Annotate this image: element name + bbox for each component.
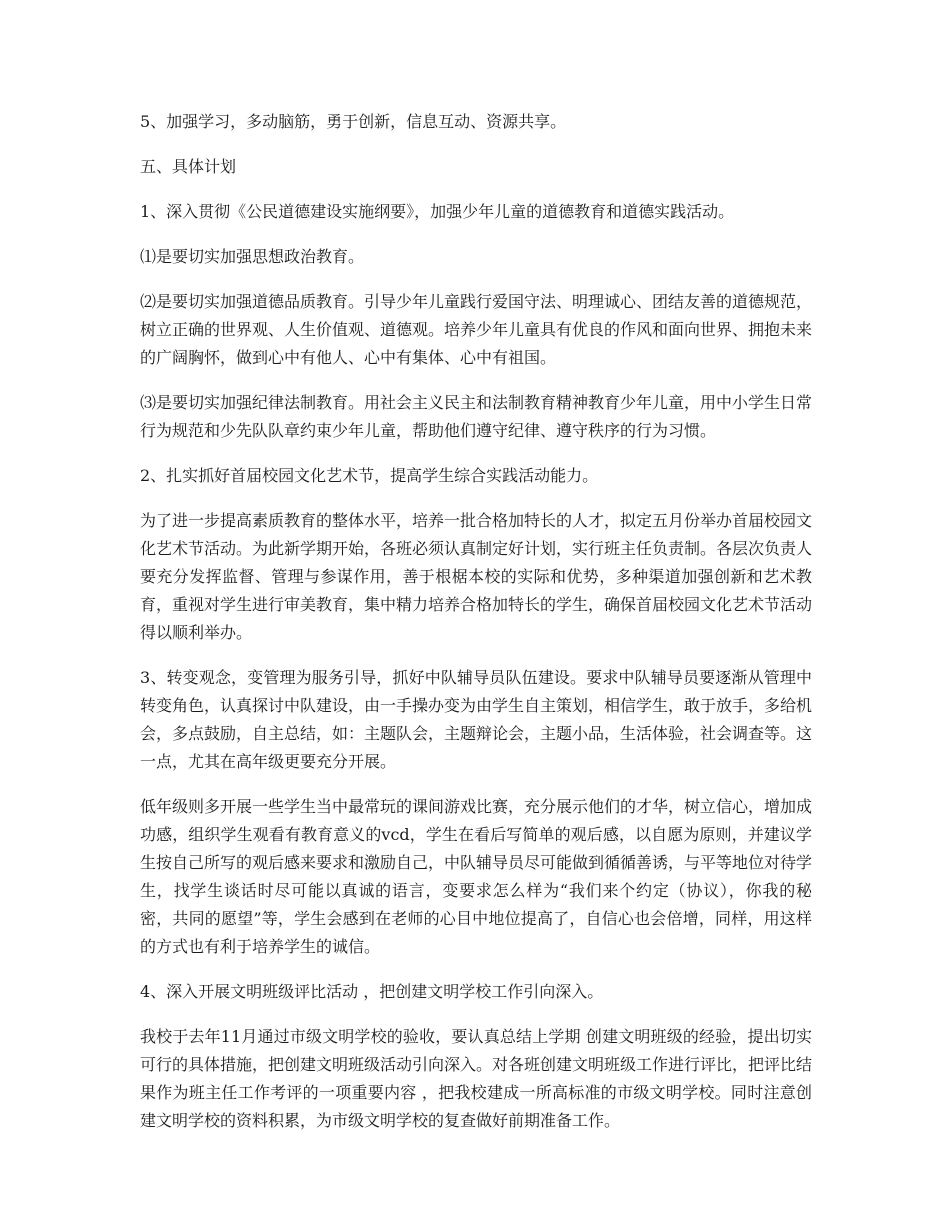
paragraph-plan-1: 1、深入贯彻《公民道德建设实施纲要》，加强少年儿童的道德教育和道德实践活动。 [140, 202, 735, 221]
paragraph-plan-3: 3、转变观念，变管理为服务引导，抓好中队辅导员队伍建设。要求中队辅导员要逐渐从管理中转变角色，认真探讨中队建设，由一手操办变为由学生自主策划，相信学生，敢于放手，多给机会，多点鼓励，自主总结，如：主题队会，主题辩论会，主题小品，生活体验，社会调查等。这一点，尤其在高年级更要充分开展。 [140, 668, 813, 771]
paragraph-item-5: 5、加强学习，多动脑筋，勇于创新，信息互动、资源共享。 [140, 112, 567, 131]
section-heading-plan: 五、具体计划 [140, 157, 237, 176]
paragraph-plan-1-sub-1: ⑴是要切实加强思想政治教育。 [140, 247, 365, 266]
paragraph-plan-4: 4、深入开展文明班级评比活动 ，把创建文明学校工作引向深入。 [140, 982, 604, 1001]
paragraph-plan-1-sub-3: ⑶是要切实加强纪律法制教育。用社会主义民主和法制教育精神教育少年儿童，用中小学生日常行为规范和少先队队章约束少年儿童，帮助他们遵守纪律、遵守秩序的行为习惯。 [140, 393, 813, 440]
document-page [140, 108, 812, 1152]
paragraph-plan-4-body: 我校于去年11月通过市级文明学校的验收，要认真总结上学期 创建文明班级的经验，提出切实可行的具体措施，把创建文明班级活动引向深入。对各班创建文明班级工作进行评比，把评比结果作为班主任工作考评的一项重要内容 ，把我校建成一所高标准的市级文明学校。同时注意创建文明学校的资料积累，为市级文明学校的复查做好前期准备工作。 [140, 1027, 813, 1130]
paragraph-plan-2: 2、扎实抓好首届校园文化艺术节，提高学生综合实践活动能力。 [140, 466, 599, 485]
paragraph-plan-2-body: 为了进一步提高素质教育的整体水平，培养一批合格加特长的人才，拟定五月份举办首届校园文化艺术节活动。为此新学期开始，各班必须认真制定好计划，实行班主任负责制。各层次负责人要充分发挥监督、管理与参谋作用，善于根椐本校的实际和优势，多种渠道加强创新和艺术教育，重视对学生进行审美教育，集中精力培养合格加特长的学生，确保首届校园文化艺术节活动得以顺利举办。 [140, 511, 813, 642]
paragraph-plan-1-sub-2: ⑵是要切实加强道德品质教育。引导少年儿童践行爱国守法、明理诚心、团结友善的道德规范，树立正确的世界观、人生价值观、道德观。培养少年儿童具有优良的作风和面向世界、拥抱未来的广阔胸怀，做到心中有他人、心中有集体、心中有祖国。 [140, 292, 813, 367]
paragraph-plan-3-body: 低年级则多开展一些学生当中最常玩的课间游戏比赛，充分展示他们的才华，树立信心，增加成功感，组织学生观看有教育意义的vcd，学生在看后写简单的观后感，以自愿为原则，并建议学生按自己所写的观后感来要求和激励自己，中队辅导员尽可能做到循循善诱，与平等地位对待学生，找学生谈话时尽可能以真诚的语言，变要求怎么样为“我们来个约定（协议），你我的秘密，共同的愿望”等，学生会感到在老师的心目中地位提高了，自信心也会倍增，同样，用这样的方式也有利于培养学生的诚信。 [140, 797, 813, 956]
